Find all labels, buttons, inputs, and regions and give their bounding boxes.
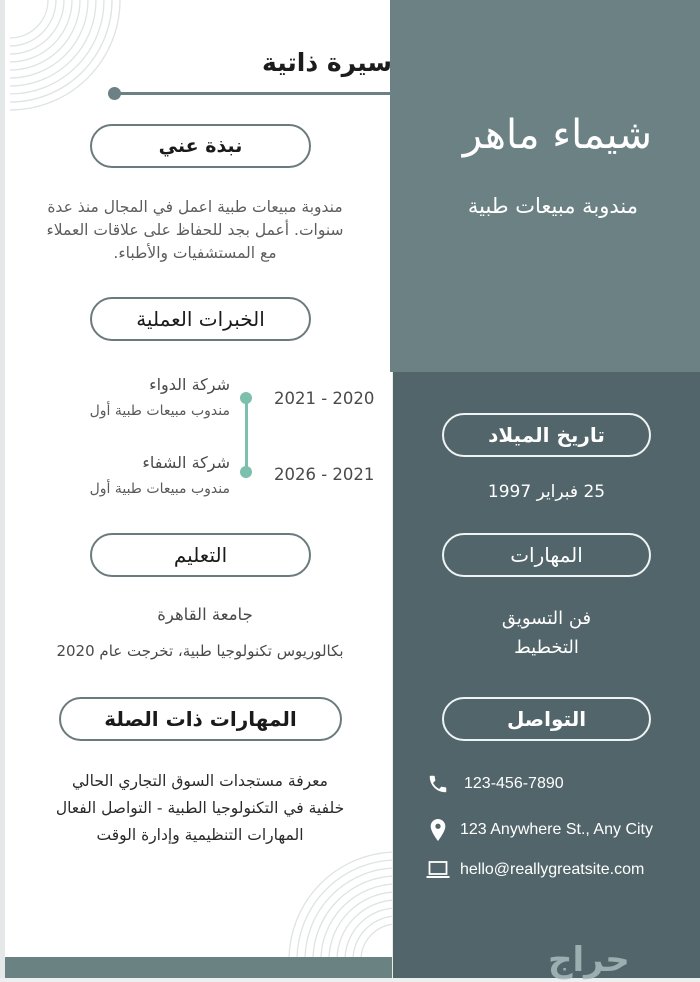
about-line: سنوات. أعمل بجد للحفاظ على علاقات العملاء — [46, 221, 344, 239]
contact-email — [426, 858, 644, 882]
skills-list — [442, 604, 651, 662]
experience-heading-label: الخبرات العملية — [136, 307, 265, 331]
skill-item: التخطيط — [514, 637, 579, 658]
candidate-job-title: مندوبة مبيعات طبية — [467, 194, 638, 218]
education-heading — [90, 533, 311, 577]
header-panel — [390, 0, 700, 372]
experience-company: شركة الدواء — [149, 375, 230, 394]
contact-heading-label: التواصل — [506, 707, 587, 731]
cv-title: سيرة ذاتية — [262, 48, 392, 77]
address-value: 123 Anywhere St., Any City — [460, 821, 653, 838]
contact-phone — [426, 772, 564, 796]
related-skills-heading — [59, 697, 342, 741]
about-line: مندوبة مبيعات طبية اعمل في المجال منذ عدة — [47, 198, 343, 216]
experience-years: 2021 - 2020 — [274, 389, 375, 408]
experience-company: شركة الشفاء — [142, 453, 230, 472]
phone-icon — [426, 772, 450, 796]
experience-heading — [90, 297, 311, 341]
related-skill-line: معرفة مستجدات السوق التجاري الحالي — [72, 772, 328, 790]
about-text — [20, 196, 370, 265]
title-divider-dot — [108, 87, 121, 100]
related-skill-line: خلفية في التكنولوجيا الطبية - التواصل الفعال — [55, 799, 345, 817]
footer-bar — [5, 957, 392, 978]
timeline-line — [245, 398, 248, 471]
related-skills-heading-label: المهارات ذات الصلة — [104, 707, 297, 731]
sidebar-panel — [393, 372, 700, 978]
about-heading — [90, 124, 311, 168]
laptop-icon — [426, 858, 450, 882]
about-heading-label: نبذة عني — [158, 135, 243, 157]
timeline-dot — [240, 392, 252, 404]
contact-heading — [442, 697, 651, 741]
contact-address — [426, 818, 653, 842]
experience-years: 2026 - 2021 — [274, 465, 375, 484]
birth-date-value: 25 فبراير 1997 — [487, 482, 606, 502]
skills-heading-label: المهارات — [510, 543, 583, 567]
skill-item: فن التسويق — [501, 608, 592, 629]
decorative-arcs-bottom — [287, 850, 392, 958]
education-degree: بكالوريوس تكنولوجيا طبية، تخرجت عام 2020 — [56, 642, 344, 660]
birth-date-heading — [442, 413, 651, 457]
experience-role: مندوب مبيعات طبية أول — [89, 403, 230, 419]
experience-role: مندوب مبيعات طبية أول — [89, 481, 230, 497]
education-institution: جامعة القاهرة — [157, 605, 253, 624]
title-divider — [116, 92, 390, 95]
education-heading-label: التعليم — [173, 543, 228, 567]
email-value: hello@reallygreatsite.com — [460, 861, 645, 878]
birth-date-heading-label: تاريخ الميلاد — [488, 423, 605, 447]
candidate-name: شيماء ماهر — [462, 112, 652, 158]
about-line: مع المستشفيات والأطباء. — [113, 244, 277, 262]
watermark-logo: حراج — [548, 940, 630, 980]
timeline-dot — [240, 466, 252, 478]
location-pin-icon — [426, 818, 450, 842]
related-skill-line: المهارات التنظيمية وإدارة الوقت — [96, 826, 304, 844]
phone-value: 123-456-7890 — [464, 775, 564, 792]
skills-heading — [442, 533, 651, 577]
related-skills-text — [20, 768, 380, 849]
